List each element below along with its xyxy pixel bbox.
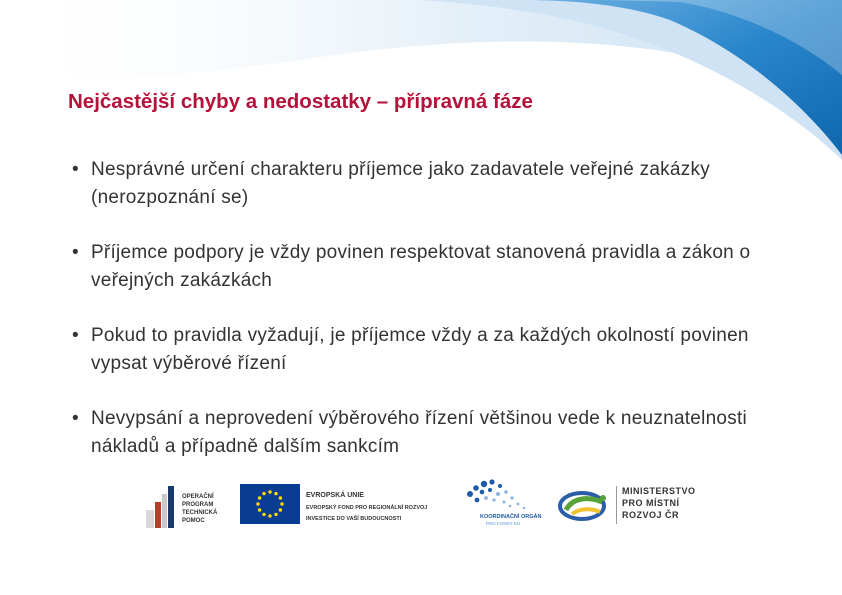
op-logo (146, 484, 236, 530)
bullet-item: • Nesprávné určení charakteru příjemce jako zadavatele veřejné zakázky (nerozpoznání se) (70, 156, 760, 212)
mmr-logo-line: MINISTERSTVO (622, 486, 696, 496)
bullet-list (70, 156, 760, 488)
mmr-logo-line: ROZVOJ ČR (622, 510, 680, 520)
eu-logo-line: EVROPSKÁ UNIE (306, 492, 364, 499)
mmr-emblem-icon (558, 488, 610, 524)
ko-logo-line: KOORDINAČNÍ ORGÁN (480, 514, 542, 520)
op-logo-line: TECHNICKÁ (182, 510, 218, 516)
eu-flag-icon (240, 484, 300, 524)
bullet-item: • Příjemce podpory je vždy povinen respektovat stanovená pravidla a zákon o veřejných zakázkách (70, 239, 760, 295)
slide-title: Nejčastější chyby a nedostatky – přípravná fáze (68, 90, 533, 113)
dots-cluster-icon (462, 478, 532, 514)
mmr-divider (616, 486, 617, 524)
eu-logo-line: EVROPSKÝ FOND PRO REGIONÁLNÍ ROZVOJ (306, 505, 428, 511)
op-logo-line: POMOC (182, 518, 205, 524)
eu-logo-line: INVESTICE DO VAŠÍ BUDOUCNOSTI (306, 516, 402, 522)
ko-logo (462, 478, 542, 530)
bullet-item: • Nevypsání a neprovedení výběrového řízení většinou vede k neuznatelnosti nákladů a případně dalším sankcím (70, 405, 760, 461)
op-logo-line: PROGRAM (182, 502, 214, 508)
op-bars-icon (146, 486, 176, 528)
ko-logo-line: PRO FONDY EU (486, 521, 521, 526)
op-logo-line: OPERAČNÍ (182, 494, 214, 500)
logo-strip (140, 478, 710, 538)
mmr-logo-line: PRO MÍSTNÍ (622, 498, 680, 508)
eu-logo (240, 484, 455, 530)
bullet-item: • Pokud to pravidla vyžadují, je příjemce vždy a za každých okolností povinen vypsat výběrové řízení (70, 322, 760, 378)
mmr-logo (558, 484, 708, 530)
